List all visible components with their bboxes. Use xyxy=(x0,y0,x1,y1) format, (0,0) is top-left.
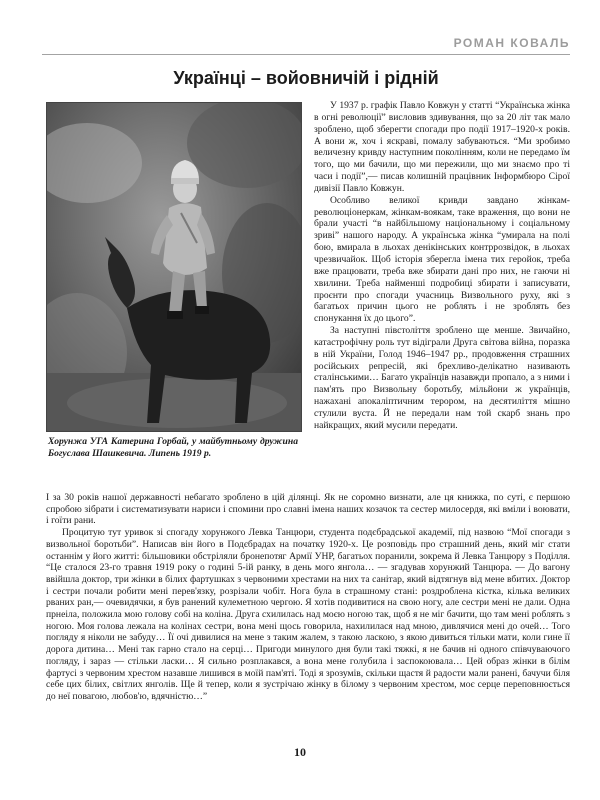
paragraph: У 1937 р. графік Павло Ковжун у статті “Українська жінка в огні революції” висловив здивування, що за 20 літ так мало зроблено, щоб зберегти спогади про події 1917–1920-х років. А вони ж, хоч і яскраві, помалу забуваються. “Ми зробимо величезну кривду наступним поколінням, коли не передамо їм того, що ми бачили, що ми пережили, що ми знаємо про ті часи і події”,— писав колишній працівник Інформбюро Сірої дивізії Павло Ковжун. xyxy=(314,100,570,194)
paragraph: Особливо великої кривди завдано жінкам-революціонеркам, жінкам-воякам, таке враження, що вони не брали участі “в найбільшому національному і соціальному зриві” нашого народу. А українська жінка “умирала на полі бою, вмирала в льохах денікінських контррозвідок, в льохах чрезвичайок. Щоб історія зберегла імена тих геройок, треба вже працювати, треба вже збирати дані про них, не гаючи ні хвилини. Треба найменші подробиці збирати і записувати, проєнти про спогади учасниць Визвольного руху, які з багатьох причин цього не роблять і не зроблять без спонукання їх до цього”. xyxy=(314,194,570,325)
side-column-text xyxy=(314,100,570,432)
photo-illustration xyxy=(47,103,301,431)
photo-caption: Хорунжа УГА Катерина Горбай, у майбутньому дружина Богуслава Шашкевича. Липень 1919 р. xyxy=(48,436,298,460)
running-head: РОМАН КОВАЛЬ xyxy=(446,36,570,50)
full-width-text xyxy=(46,492,570,703)
article-title: Українці – войовничій і рідній xyxy=(173,68,439,88)
paragraph: І за 30 років нашої державності небагато зроблено в цій ділянці. Як не соромно визнати, але ця книжка, по суті, є першою спробою зібрати і систематизувати нариси і спомини про славні імена наших козачок та сестер милосердя, які вміли і воювати, і гоїти рани. xyxy=(46,492,570,527)
running-head-band xyxy=(42,36,570,55)
archival-photo xyxy=(46,102,302,432)
paragraph: Процитую тут уривок зі спогаду хорунжого Левка Танцюри, студента подєбрадської академії, під назвою “Мої спогади з визвольної боротьби”. Написав він його в Подєбрадах на початку 1920-х. Це розповідь про страшний день, який міг стати останнім у його житті: більшовики обстріляли бронепотяг Армії УНР, багатьох поранили, зокрема й Левка Танцюру з Поділля. “Це сталося 23-го травня 1919 року о годині 5-ій ранку, в день мого янгола… — згадував хорунжий Танцюра. — До вагону ввійшла доктор, три жінки в білих фартушках з червоними хрестами на них та санітар, який відтягнув від мене вбитих. Доктор і сестри почали робити мені перев'язку, розрізали чобіт. Нога була в страшному стані: роздроблена кістка, кілька великих рваних ран,— очевидячки, я був ранений кулеметною чергою. Я хотів подивитися на свою ногу, але сестри мені не дали. Одна прнеіла, положила мою голову собі на коліна. Друга схилилась над моєю ногою так, щоб я не міг бачити, що там мені роблять з ногою. Моя голова лежала на колінах сестри, вона мені щось говорила, нахилилася над мною, дивлячися мені до очей… Того погляду я ніколи не забуду… Її очі дивилися на мене з таким жалем, з такою ласкою, з якою дивиться тільки мати, коли гине її дорога дитина… Мені так гарно стало на серці… Пригоди минулого дня були такі тяжкі, я не бачив ні одного співчуваючого погляду, і зараз — стільки ласки… Я сильно розплакався, а вона мене голубила і заспокоювала… Цей образ жінки в білім фартусі з червоним хрестом назавше лишився в моїй пам'яті. Тоді я зрозумів, скільки щастя й радости мали ранені, бачучи біля себе цих білих, світлих янголів. Ще й тепер, коли я зустрічаю жінку в білому з червоним хрестом, моє серце переповнюється до неї повагою, любов'ю, вдячністю…” xyxy=(46,527,570,702)
page-number: 10 xyxy=(294,745,306,759)
paragraph: За наступні півстоліття зроблено ще менше. Звичайно, катастрофічну роль тут відіграли Друга світова війна, поразка в ній України, Голод 1946–1947 рр., продовження страшних російських репресій, які брехливо-делікатно називають сталінськими… Багато українців назавжди пропало, а з ними і пам'ять про Визвольну боротьбу, мільйони ж українців, нажахані апокаліптичним терором, на десятиліття мішно стулили вуста. Й не передали нам той скарб знань про найкращих, який мусили передати. xyxy=(314,325,570,431)
